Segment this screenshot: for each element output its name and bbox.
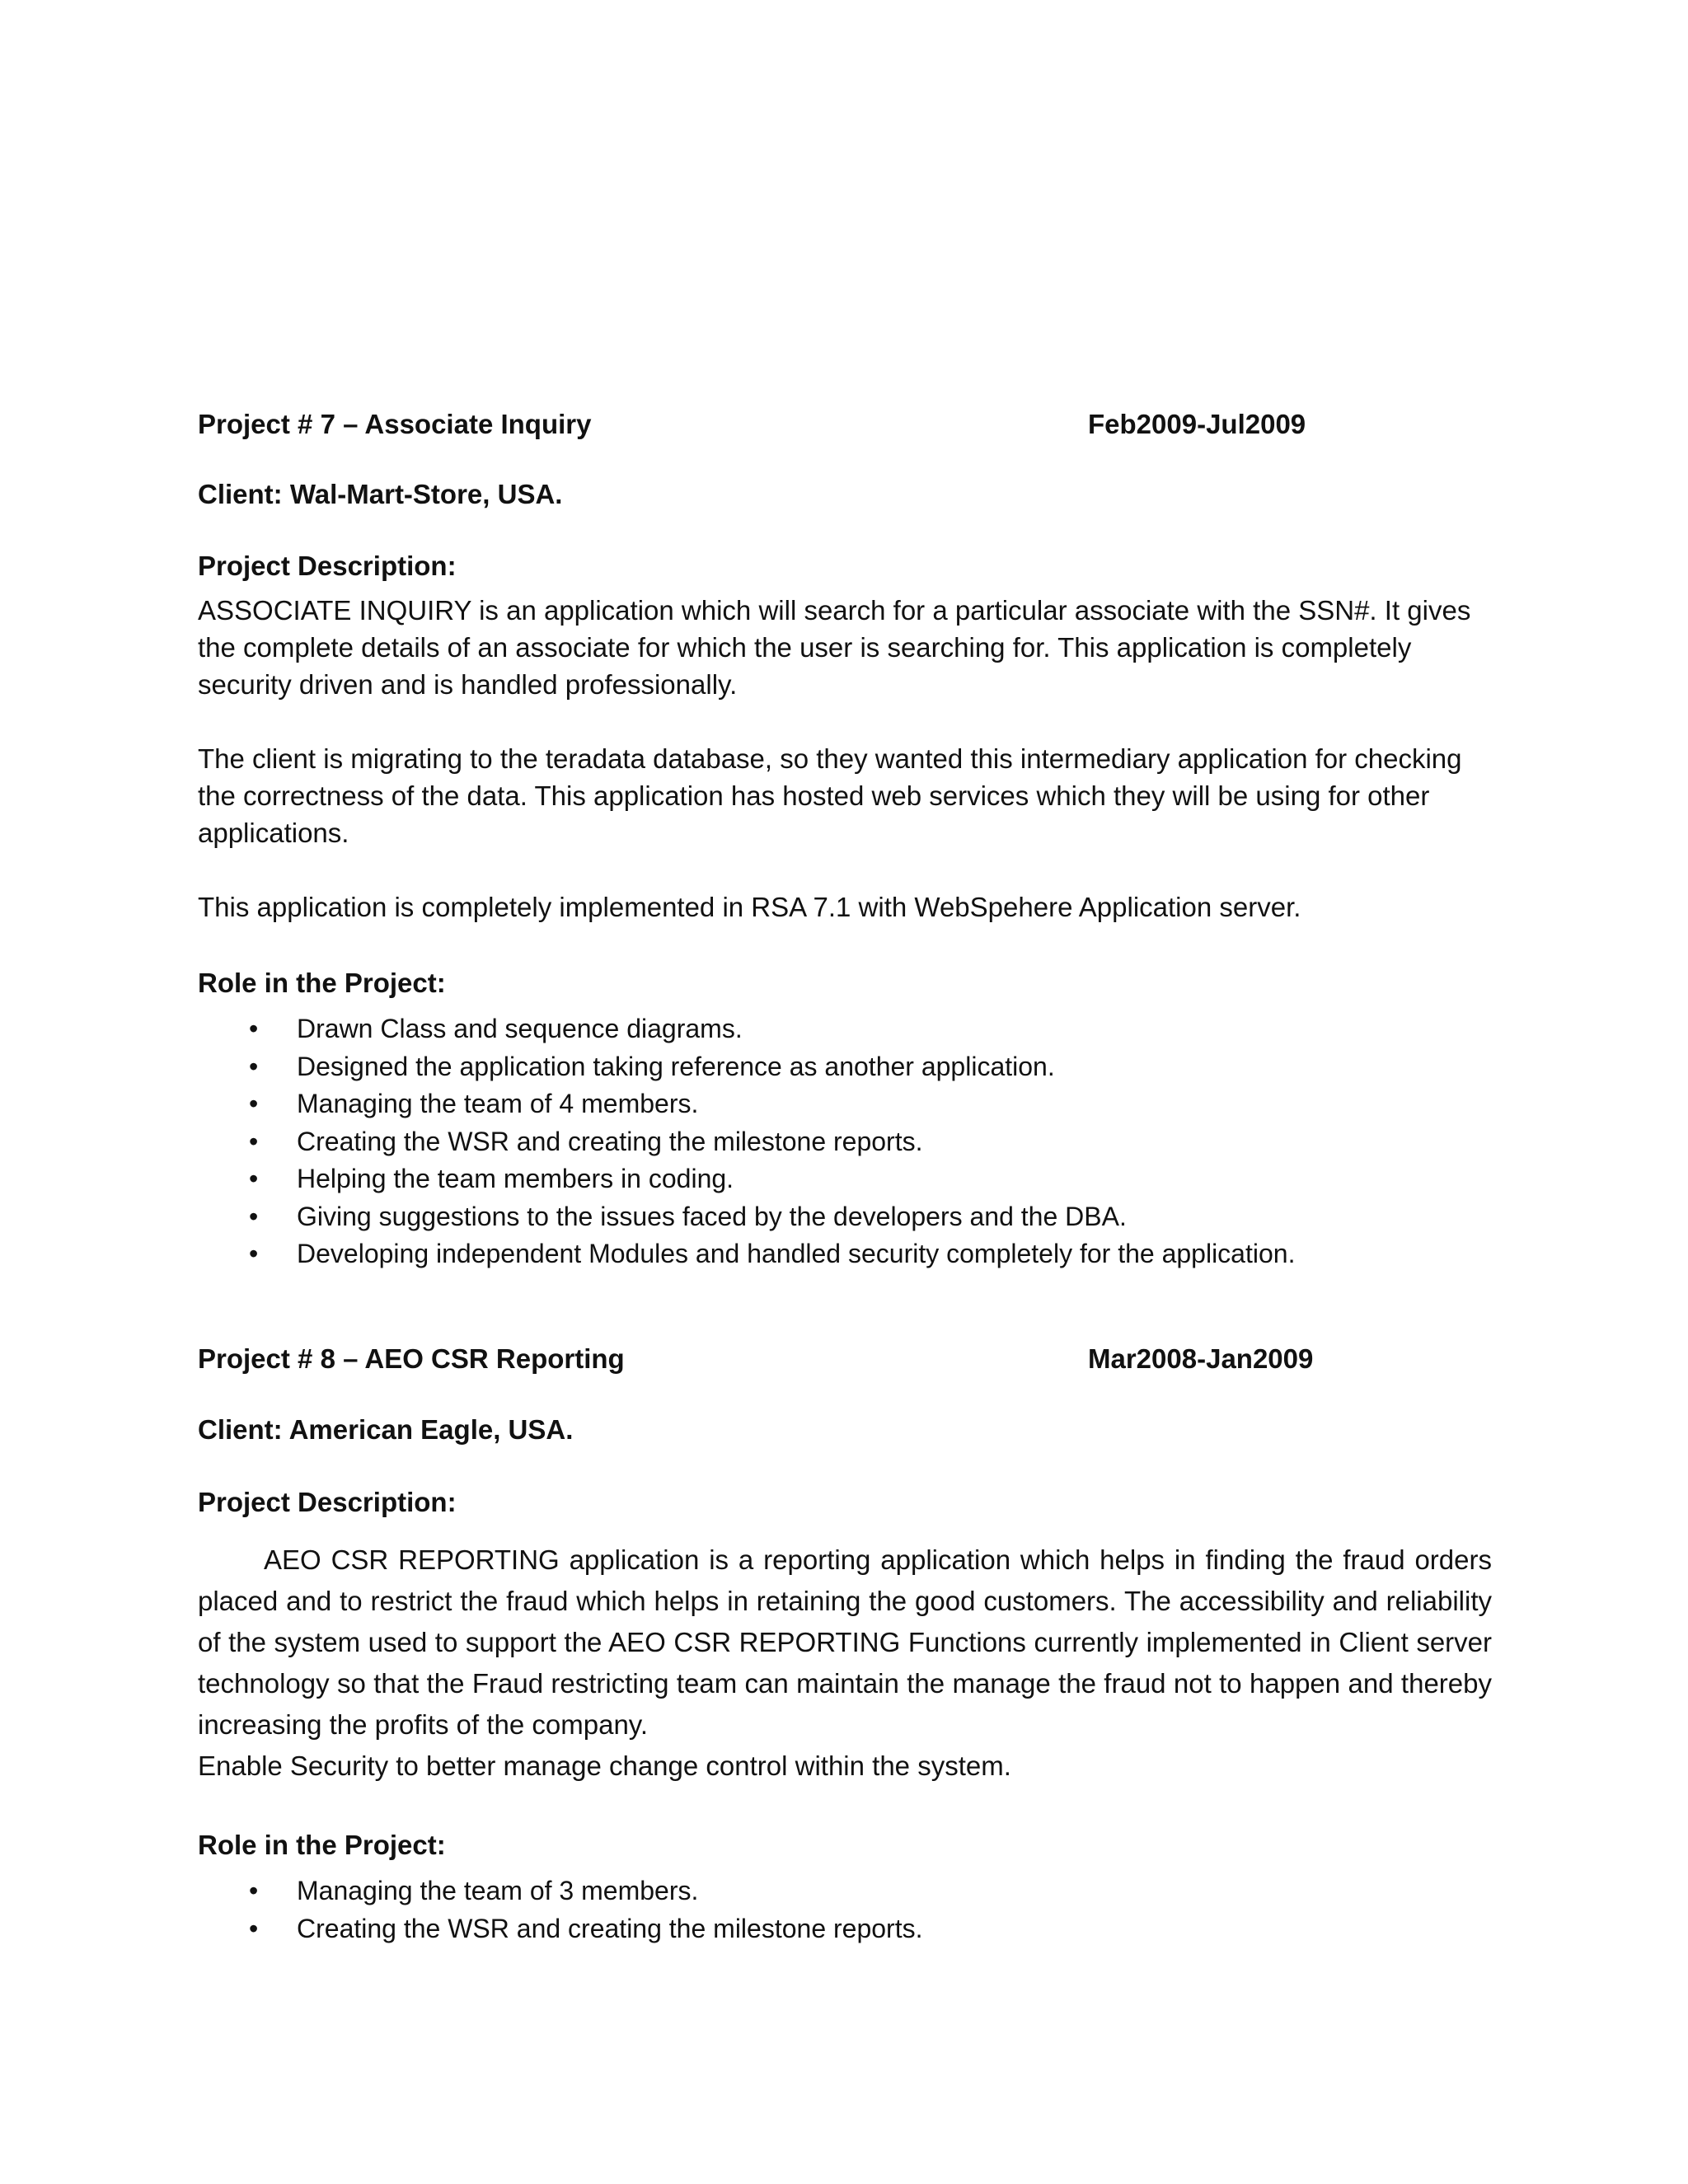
- list-item: • Creating the WSR and creating the milestone reports.: [198, 1910, 1492, 1948]
- bullet-icon: •: [249, 1126, 259, 1156]
- project-7-role-heading: Role in the Project:: [198, 968, 446, 998]
- list-item: • Creating the WSR and creating the milestone reports.: [198, 1123, 1492, 1161]
- project-8-title: Project # 8 – AEO CSR Reporting: [198, 1343, 625, 1374]
- project-8-role-heading: Role in the Project:: [198, 1830, 446, 1860]
- list-item: • Managing the team of 4 members.: [198, 1085, 1492, 1123]
- list-item: • Helping the team members in coding.: [198, 1160, 1492, 1198]
- project-7-description-heading: Project Description:: [198, 551, 457, 581]
- bullet-icon: •: [249, 1014, 259, 1043]
- project-8-paragraph-main: AEO CSR REPORTING application is a reporting application which helps in finding the fraud orders placed and to restrict the fraud which helps in retaining the good customers. The accessibility and reliability of the system used to support the AEO CSR REPORTING Functions currently implemented in Client server technology so that the Fraud restricting team can maintain the manage the fraud not to happen and thereby increasing the profits of the company.: [198, 1544, 1492, 1740]
- list-item: • Giving suggestions to the issues faced by the developers and the DBA.: [198, 1198, 1492, 1236]
- project-7-title: Project # 7 – Associate Inquiry: [198, 409, 592, 439]
- project-8-paragraph-extra: Enable Security to better manage change control within the system.: [198, 1750, 1011, 1781]
- list-item: • Developing independent Modules and handled security completely for the application.: [198, 1235, 1492, 1273]
- project-7-paragraph-2: The client is migrating to the teradata database, so they wanted this intermediary application for checking the correctness of the data. This application has hosted web services which they will be using for other applications.: [198, 743, 1462, 848]
- bullet-icon: •: [249, 1201, 259, 1231]
- project-8-role-list: [198, 1872, 1492, 1947]
- bullet-icon: •: [249, 1164, 259, 1193]
- bullet-icon: •: [249, 1051, 259, 1081]
- bullet-icon: •: [249, 1876, 259, 1905]
- project-7-paragraph-1: ASSOCIATE INQUIRY is an application which will search for a particular associate with the SSN#. It gives the complete details of an associate for which the user is searching for. This application is completely security driven and is handled professionally.: [198, 595, 1471, 700]
- project-8-description-heading: Project Description:: [198, 1487, 457, 1517]
- project-8-client: Client: American Eagle, USA.: [198, 1414, 574, 1445]
- bullet-icon: •: [249, 1089, 259, 1118]
- project-7-role-list: [198, 1010, 1492, 1273]
- list-item: • Designed the application taking reference as another application.: [198, 1048, 1492, 1086]
- project-8-dates: Mar2008-Jan2009: [1088, 1343, 1314, 1374]
- project-8-header: [198, 1343, 1492, 1375]
- project-7-paragraph-3: This application is completely implemented in RSA 7.1 with WebSpehere Application server.: [198, 892, 1301, 922]
- project-7-dates: Feb2009-Jul2009: [1088, 409, 1306, 439]
- bullet-icon: •: [249, 1913, 259, 1943]
- bullet-icon: •: [249, 1239, 259, 1268]
- list-item: • Managing the team of 3 members.: [198, 1872, 1492, 1910]
- list-item: • Drawn Class and sequence diagrams.: [198, 1010, 1492, 1048]
- project-7-client: Client: Wal-Mart-Store, USA.: [198, 479, 563, 509]
- project-7-header: [198, 409, 1492, 440]
